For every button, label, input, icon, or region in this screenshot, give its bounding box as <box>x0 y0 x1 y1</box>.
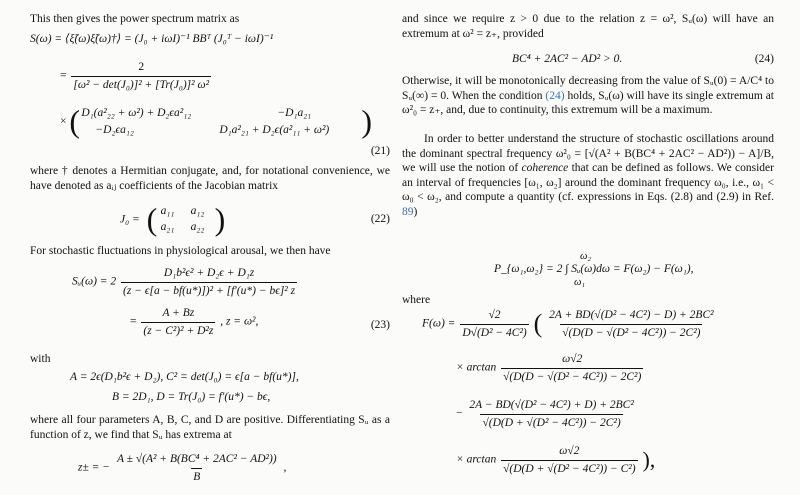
z-extrema-lhs: z± = − <box>78 461 111 474</box>
equation-23-equals: = <box>130 315 137 328</box>
F-arctan1-denominator: √(D(D − √(D² − 4C²)) − 2C²) <box>501 368 643 385</box>
equation-22-lhs: J₀ = <box>120 213 140 226</box>
equation-F-line4 <box>456 444 655 476</box>
paragraph-hermitian: where † denotes a Hermitian conjugate, and, for notational convenience, we have denoted as aᵢⱼ coefficients of the Jacobian matrix <box>30 165 390 192</box>
equation-23-fraction-1 <box>121 266 297 298</box>
coherence-text-b: that can be defined as follows. We consider an interval of frequencies [ω₁, ω₂] around the dominant frequency ω₀, i.e., ω₁ < ω₀ < ω₂, and compute a quantity (cf. expressions in Eqs. (2.8) and (2.9) in Ref. <box>402 162 774 203</box>
jacobian-a11: a₁₁ <box>160 205 175 217</box>
jacobian-a21: a₂₁ <box>160 221 175 233</box>
F-term1-numerator: 2A + BD(√(D² − 4C²) − D) + 2BC² <box>549 309 714 321</box>
equation-F-line2 <box>456 352 645 384</box>
z-extrema-tail: , <box>283 461 287 474</box>
F-prefactor-denominator: D√(D² − 4C²) <box>460 324 528 341</box>
F-term2-denominator: √(D(D + √(D² − 4C²)) − 2C²) <box>480 414 622 431</box>
equation-F-line1: F(ω) = $\frac{√2}{\text{D√(D² − 4C²)}}$ ( $\frac{\text{2A + BD(√(D² − 4C²) − D) + 2BC²}}{\text{√(D(D − √(D² − 4C²)) − 2C²)}}$ <box>422 308 714 339</box>
F-prefactor-numerator: √2 <box>488 309 501 321</box>
equation-23-denominator-1: (z − ϵ[a − bf(u*)])² + [f′(u*) − bϵ]² z <box>121 282 297 299</box>
F-arctan1-fraction <box>501 352 643 384</box>
equation-z-extrema <box>78 452 286 484</box>
equation-21-denominator: [ω² − det(J₀)]² + [Tr(J₀)]² ω² <box>71 76 211 93</box>
matrix-entry-11: D₁(a²₂₂ + ω²) + D₂ϵa²₁₂ <box>81 107 192 119</box>
equation-23-lhs: Sᵤ(ω) = 2 <box>72 275 117 288</box>
equation-23-line2 <box>130 306 258 338</box>
paragraph-stochastic-arousal: For stochastic fluctuations in physiological arousal, we then have <box>30 245 331 257</box>
paragraph-parameters-positive: where all four parameters A, B, C, and D are positive. Differentiating Sᵤ as a function of z, we find that Sᵤ has extrema at <box>30 414 390 441</box>
equation-23-line1 <box>72 266 299 298</box>
F-term1-denominator: √(D(D − √(D² − 4C²)) − 2C²) <box>560 324 702 341</box>
equation-23-fraction-2 <box>141 306 215 338</box>
paragraph-coherence <box>402 132 774 219</box>
reference-89-link[interactable]: 89 <box>402 205 414 218</box>
F-term2 <box>467 398 635 430</box>
z-extrema-fraction <box>115 452 279 484</box>
equation-23-numerator-2: A + Bz <box>162 307 195 319</box>
monotonic-text-a: Otherwise, it will be monotonically decreasing from the value of Sᵤ(0) = A/C⁴ to Sᵤ(∞) = 0. When the condition <box>402 75 774 102</box>
z-extrema-numerator: A ± √(A² + B(BC⁴ + 2AC² − AD²)) <box>116 453 277 465</box>
F-term1 <box>547 308 715 340</box>
paragraph-monotonic <box>402 74 774 118</box>
coherence-term: coherence <box>521 162 569 174</box>
monotonic-text-b: holds, Sᵤ(ω) will have its single extremum at ω²₀ = z₊, and, due to continuity, this extremum will be a maximum. <box>402 89 774 116</box>
equation-21-line2: = $\frac{2}{\text{[ω² − det(J₀)]² + [Tr(J₀)]² ω²}}$ <box>60 61 210 91</box>
equation-23-numerator-1: D₁b²ϵ² + D₂ϵ + D₁z <box>163 267 255 279</box>
equation-coherence-integral <box>494 251 694 288</box>
word-with: with <box>30 353 51 365</box>
F-arctan2-label: × arctan <box>456 453 497 466</box>
paragraph-z-positive: and since we require z > 0 due to the relation z = ω², Sᵤ(ω) will have an extremum at ω² = z₊, provided <box>402 13 775 40</box>
matrix-entry-12: −D₁a₂₁ <box>277 107 312 119</box>
equation-F-line3: − $\frac{\text{2A − BD(√(D² − 4C²) + D) + 2BC²}}{\text{√(D(D + √(D² − 4C²)) − 2C²)}}$ <box>456 399 634 429</box>
integral-lower-limit: ω₁ <box>574 277 586 288</box>
jacobian-matrix: ( a₁₁ a₁₂ a₂₁ a₂₂ ) <box>146 201 226 237</box>
equation-23-number: (23) <box>370 319 390 331</box>
coherence-text-a: In order to better understand the structure of stochastic oscillations around the dominant spectral frequency ω²₀ = [√(A² + B(BC⁴ + 2AC² − AD²)) − A]/B, we will use the notion of <box>402 133 774 174</box>
paragraph-power-spectrum-intro: This then gives the power spectrum matrix as <box>30 13 240 25</box>
equation-23-denominator-2: (z − C²)² + D²z <box>141 322 215 339</box>
definition-line-1: A = 2ϵ(D₁b²ϵ + D₂), C² = det(J₀) = ϵ[a − bf(u*)], <box>70 371 299 383</box>
equation-23-tail: , z = ω², <box>220 315 259 328</box>
jacobian-a22: a₂₂ <box>190 221 205 233</box>
F-prefactor <box>460 308 528 340</box>
equation-21-number: (21) <box>370 145 390 157</box>
F-lhs: F(ω) = <box>422 317 456 330</box>
matrix-entry-21: −D₂ϵa₁₂ <box>95 124 134 136</box>
equation-21-matrix: × ( D₁(a²₂₂ + ω²) + D₂ϵa²₁₂ −D₁a₂₁ −D₂ϵa₁₂ D₁a²₂₁ + D₂ϵ(a²₁₁ + ω²) ) <box>60 103 373 139</box>
word-where: where <box>402 294 431 306</box>
equation-24: BC⁴ + 2AC² − AD² > 0. <box>512 53 623 65</box>
integral-upper-limit: ω₂ <box>580 251 592 262</box>
equation-24-number: (24) <box>754 53 774 65</box>
equation-21-line1: S(ω) = ⟨ξ̃(ω)ξ̃(ω)†⟩ = (J₀ + iωI)⁻¹ BBᵀ (J₀ᵀ − iωI)⁻¹ <box>30 33 274 45</box>
equation-22 <box>120 201 226 237</box>
z-extrema-denominator: B <box>191 468 202 485</box>
equation-24-link[interactable]: (24) <box>545 89 565 102</box>
equation-22-number: (22) <box>370 213 390 225</box>
matrix-entry-22: D₁a²₂₁ + D₂ϵ(a²₁₁ + ω²) <box>219 124 330 136</box>
equation-21-numerator: 2 <box>138 61 145 73</box>
F-arctan2-fraction <box>501 444 637 476</box>
F-arctan2-denominator: √(D(D + √(D² − 4C²)) − C²) <box>501 460 637 477</box>
coherence-text-c: ) <box>413 205 418 218</box>
F-arctan2-numerator: ω√2 <box>559 445 580 457</box>
F-arctan1-numerator: ω√2 <box>562 353 583 365</box>
jacobian-a12: a₁₂ <box>190 205 205 217</box>
equation-21-fraction <box>71 60 211 92</box>
F-arctan1-label: × arctan <box>456 361 497 374</box>
integral-expression: P_{ω₁,ω₂} = 2 ∫ Sᵤ(ω)dω = F(ω₂) − F(ω₁), <box>494 263 694 275</box>
spectrum-matrix: ( D₁(a²₂₂ + ω²) + D₂ϵa²₁₂ −D₁a₂₁ −D₂ϵa₁₂ D₁a²₂₁ + D₂ϵ(a²₁₁ + ω²) ) <box>69 103 373 139</box>
F-closing: ), <box>642 446 656 472</box>
definition-line-2: B = 2D₁, D = Tr(J₀) = f′(u*) − bϵ, <box>112 391 271 403</box>
F-term2-numerator: 2A − BD(√(D² − 4C²) + D) + 2BC² <box>469 399 634 411</box>
